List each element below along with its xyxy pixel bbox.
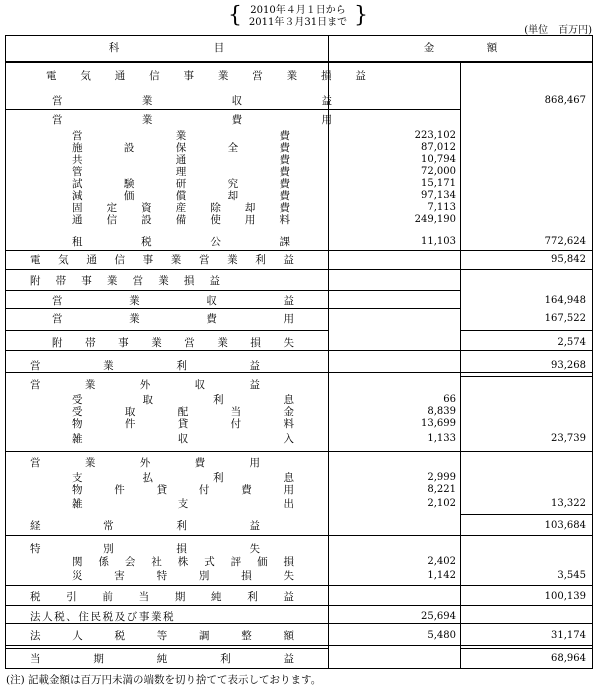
row-label-char: 金 [283, 406, 294, 418]
bracket-right: } [354, 3, 368, 28]
row-label-r3 [52, 114, 332, 126]
amount-total-r31: 3,545 [557, 570, 586, 581]
row-label-char: 益 [321, 95, 332, 107]
row-label-char: 息 [283, 394, 294, 406]
row-label-char: 利 [220, 653, 231, 665]
row-label-char: 業 [103, 360, 114, 372]
row-label-char: 附 [52, 337, 63, 349]
row-label-char: 期 [174, 591, 186, 603]
row-label-char: 取 [142, 394, 153, 406]
row-label-char: 料 [279, 214, 290, 226]
row-separator [5, 623, 593, 624]
row-label-char: 業 [286, 70, 298, 82]
row-label-char: 却 [244, 202, 256, 214]
row-label-char: 件 [124, 418, 136, 430]
row-label-char: 費 [194, 457, 206, 469]
row-label-char: 除 [210, 202, 221, 214]
row-label-char: 利 [176, 520, 187, 532]
row-label-r21 [72, 406, 294, 418]
row-label-r19 [30, 379, 260, 391]
row-label-char: 営 [72, 130, 83, 142]
amount-total-r17: 2,574 [557, 337, 586, 348]
row-separator [5, 350, 460, 351]
row-label-char: 業 [170, 254, 182, 266]
row-label-char: 払 [142, 472, 153, 484]
amount-detail-r30: 2,402 [427, 556, 456, 567]
row-label-char: 前 [102, 591, 113, 603]
row-label-char: 損 [283, 556, 294, 568]
row-label-r17 [52, 337, 294, 349]
row-label-char: 保 [175, 142, 187, 154]
row-separator [5, 290, 460, 291]
row-label-char: 収 [177, 433, 189, 445]
row-label-char: 会 [124, 556, 136, 568]
row-label-r10 [72, 202, 290, 214]
row-separator [460, 514, 593, 515]
row-label-char: 業 [129, 313, 140, 325]
row-label-char: 業 [175, 130, 187, 142]
row-label-char: 営 [52, 295, 63, 307]
row-label-char: 気 [80, 70, 91, 82]
row-label-r11 [72, 214, 290, 226]
amount-detail-r4: 223,102 [414, 130, 456, 141]
row-label-char: 備 [175, 214, 187, 226]
row-separator [5, 451, 593, 452]
row-label-char: 益 [283, 254, 294, 266]
row-label-char: 益 [249, 360, 260, 372]
row-label-r30 [72, 556, 294, 568]
row-label-char: 帯 [55, 275, 67, 287]
row-label-char: 営 [30, 457, 41, 469]
row-label-r35 [30, 653, 294, 665]
row-label-r5 [72, 142, 290, 154]
row-label-char: 営 [52, 313, 63, 325]
row-label-char: 業 [141, 95, 153, 107]
row-label-char: 整 [241, 630, 252, 642]
amount-detail-r23: 1,133 [427, 433, 456, 444]
row-label-char: 収 [231, 95, 243, 107]
row-label-char: 電 [30, 254, 41, 266]
row-label-char: 害 [114, 570, 125, 582]
row-label-char: 定 [106, 202, 118, 214]
row-separator [5, 648, 328, 649]
amount-total-r13: 95,842 [551, 254, 586, 265]
row-label-char: 信 [114, 254, 125, 266]
row-label-char: 益 [355, 70, 366, 82]
row-label-char: 物 [72, 418, 83, 430]
row-label-char: 支 [177, 498, 189, 510]
amount-detail-r12: 11,103 [421, 236, 456, 247]
row-label-char: 事 [81, 275, 92, 287]
amount-total-r16: 167,522 [544, 313, 586, 324]
row-label-char: 損 [250, 337, 261, 349]
amount-detail-r21: 8,839 [427, 406, 456, 417]
amount-detail-r8: 15,171 [421, 178, 456, 189]
period-heading [228, 4, 368, 30]
row-label-char: 用 [283, 484, 294, 496]
row-label-char: 通 [72, 214, 83, 226]
row-label-char: 減 [72, 190, 83, 202]
row-label-char: 貸 [156, 484, 168, 496]
amount-total-r18: 93,268 [551, 360, 586, 371]
row-label-char: 経 [30, 520, 41, 532]
row-label-char: 全 [227, 142, 239, 154]
row-label-char: 業 [227, 254, 238, 266]
row-label-char: 貸 [177, 418, 189, 430]
row-separator [328, 109, 460, 110]
row-label-char: 研 [175, 178, 187, 190]
row-label-char: 支 [72, 472, 83, 484]
row-label-char: 営 [30, 379, 41, 391]
amount-detail-r22: 13,699 [421, 418, 456, 429]
row-label-char: 出 [283, 498, 294, 510]
row-label-char: 失 [283, 570, 294, 582]
row-label-char: 業 [217, 337, 228, 349]
row-label-char: 費 [241, 484, 252, 496]
row-label-char: 利 [213, 394, 224, 406]
row-separator [460, 350, 593, 351]
row-label-char: 別 [198, 570, 210, 582]
row-label-char: 事 [142, 254, 154, 266]
row-label-char: 費 [279, 154, 290, 166]
row-label-char: 収 [206, 295, 217, 307]
row-label-char: 評 [230, 556, 242, 568]
row-label-r18 [30, 360, 260, 372]
row-label-char: 益 [283, 591, 294, 603]
row-label-r23 [72, 433, 294, 445]
row-label-char: 公 [210, 236, 221, 248]
row-label-char: 付 [230, 418, 242, 430]
row-separator [5, 250, 593, 251]
row-label-r2 [52, 95, 332, 107]
row-label-r16 [52, 313, 294, 325]
row-label-char: 損 [176, 543, 187, 555]
row-label-char: 営 [52, 95, 63, 107]
amount-total-r27: 13,322 [551, 498, 586, 509]
row-label-char: 配 [177, 406, 189, 418]
row-label-char: 費 [279, 190, 290, 202]
row-label-char: 気 [58, 254, 69, 266]
row-label-char: 益 [249, 520, 260, 532]
amount-total-r15: 164,948 [544, 295, 586, 306]
row-label-char: 共 [72, 154, 83, 166]
row-label-char: 試 [72, 178, 83, 190]
amount-total-r12: 772,624 [544, 236, 586, 247]
row-label-char: 災 [72, 570, 83, 582]
period-text [244, 5, 352, 29]
amount-total-r23: 23,739 [551, 433, 586, 444]
row-label-char: 当 [138, 591, 150, 603]
row-label-r7 [72, 166, 290, 178]
amount-detail-r5: 87,012 [421, 142, 456, 153]
row-label-r27 [72, 498, 294, 510]
amount-detail-r33: 25,694 [421, 611, 456, 622]
row-label-char: 物 [72, 484, 83, 496]
row-label-char: 益 [249, 379, 260, 391]
row-label-char: 損 [183, 275, 195, 287]
row-label-r28 [30, 520, 260, 532]
row-label-char: 用 [244, 214, 256, 226]
period-from: 2010年４月１日から [250, 5, 346, 16]
header-amount: 金 額 [423, 42, 498, 54]
row-label-char: 電 [46, 70, 57, 82]
row-label-r34 [30, 630, 294, 642]
row-label-char: 損 [241, 570, 252, 582]
row-label-r4 [72, 130, 290, 142]
row-label-char: 租 [72, 236, 83, 248]
row-label-char: 事 [118, 337, 129, 349]
row-label-char: 収 [194, 379, 206, 391]
row-label-char: 営 [30, 360, 41, 372]
row-separator [5, 605, 593, 606]
row-label-char: 営 [52, 114, 63, 126]
amount-detail-r27: 2,102 [427, 498, 456, 509]
row-label-char: 付 [198, 484, 210, 496]
amount-total-r28: 103,684 [544, 520, 586, 531]
row-label-char: 使 [210, 214, 221, 226]
row-label-r32 [30, 591, 294, 603]
row-label-r14 [30, 275, 220, 287]
row-label-r33: 法人税、住民税及び事業税 [30, 611, 176, 623]
row-label-char: 課 [279, 236, 290, 248]
row-label-r1 [46, 70, 366, 82]
row-separator [460, 330, 593, 331]
row-separator [5, 645, 593, 646]
row-label-char: 管 [72, 166, 83, 178]
row-label-char: 業 [217, 70, 229, 82]
row-label-char: 費 [279, 202, 290, 214]
row-label-r29 [30, 543, 260, 555]
row-label-r15 [52, 295, 294, 307]
row-label-char: 純 [156, 653, 168, 665]
row-label-r24 [30, 457, 260, 469]
row-label-char: 費 [279, 178, 290, 190]
row-label-r26 [72, 484, 294, 496]
row-label-char: 附 [30, 275, 41, 287]
row-label-char: 信 [149, 70, 160, 82]
row-separator [5, 330, 328, 331]
row-label-char: 別 [103, 543, 114, 555]
row-label-char: 業 [141, 114, 153, 126]
period-to: 2011年３月31日まで [248, 17, 348, 28]
row-label-char: 償 [175, 190, 187, 202]
row-label-char: 利 [247, 591, 258, 603]
amount-detail-r31: 1,142 [427, 570, 456, 581]
row-label-char: 事 [183, 70, 194, 82]
row-label-char: 業 [106, 275, 118, 287]
amount-detail-r7: 72,000 [421, 166, 456, 177]
row-label-r22 [72, 418, 294, 430]
row-label-r20 [72, 394, 294, 406]
row-label-char: 雑 [72, 433, 83, 445]
amount-total-r34: 31,174 [551, 630, 586, 641]
row-label-char: 件 [114, 484, 125, 496]
row-label-char: 式 [204, 556, 215, 568]
row-separator [460, 376, 593, 377]
row-label-char: 産 [175, 202, 187, 214]
row-label-char: 用 [283, 313, 294, 325]
row-label-char: 験 [123, 178, 135, 190]
row-label-r9 [72, 190, 290, 202]
row-label-char: 業 [129, 295, 140, 307]
amount-detail-r25: 2,999 [427, 472, 456, 483]
row-label-char: 純 [211, 591, 222, 603]
footnote: (注) 記載金額は百万円未満の端数を切り捨てて表示しております。 [6, 674, 322, 686]
row-label-char: 費 [279, 142, 290, 154]
amount-total-r2: 868,467 [544, 95, 586, 106]
row-separator [5, 109, 328, 110]
row-label-char: 税 [114, 630, 125, 642]
row-label-char: 雑 [72, 498, 83, 510]
row-label-char: 設 [123, 142, 135, 154]
row-label-char: 入 [283, 433, 294, 445]
row-label-char: 価 [123, 190, 135, 202]
row-label-char: 益 [283, 653, 294, 665]
row-label-char: 固 [72, 202, 83, 214]
row-label-char: 通 [86, 254, 97, 266]
amount-detail-r34: 5,480 [427, 630, 456, 641]
row-separator [5, 372, 593, 373]
row-label-r31 [72, 570, 294, 582]
row-label-char: 損 [321, 70, 332, 82]
row-label-char: 当 [230, 406, 242, 418]
row-label-char: 費 [206, 313, 217, 325]
row-label-char: 受 [72, 394, 83, 406]
row-label-char: 通 [114, 70, 126, 82]
row-label-char: 受 [72, 406, 83, 418]
bracket-left: { [228, 3, 242, 28]
row-label-char: 業 [84, 457, 96, 469]
row-separator [5, 269, 593, 270]
row-separator [460, 648, 593, 649]
row-label-char: 調 [199, 630, 210, 642]
row-label-char: 法 [30, 630, 41, 642]
amount-total-r35: 68,964 [551, 653, 586, 664]
column-divider-amount [460, 63, 461, 669]
column-divider-main [328, 35, 329, 669]
amount-detail-r9: 97,134 [421, 190, 456, 201]
row-label-char: 通 [175, 154, 187, 166]
row-label-char: 益 [283, 295, 294, 307]
row-label-char: 信 [106, 214, 118, 226]
row-label-char: 失 [249, 543, 260, 555]
row-label-char: 利 [255, 254, 266, 266]
row-label-char: 株 [177, 556, 189, 568]
row-label-char: 特 [30, 543, 41, 555]
row-label-char: 関 [72, 556, 83, 568]
row-label-r13 [30, 254, 294, 266]
row-label-char: 営 [184, 337, 195, 349]
row-label-char: 引 [66, 591, 77, 603]
row-label-char: 息 [283, 472, 294, 484]
amount-detail-r20: 66 [443, 394, 456, 405]
row-label-char: 係 [98, 556, 109, 568]
row-label-char: 営 [198, 254, 210, 266]
row-label-char: 用 [321, 114, 332, 126]
row-label-char: 期 [93, 653, 104, 665]
row-label-char: 額 [283, 630, 294, 642]
row-label-char: 業 [84, 379, 96, 391]
row-label-char: 税 [141, 236, 152, 248]
row-label-char: 営 [132, 275, 144, 287]
row-label-r12 [72, 236, 290, 248]
row-label-char: 業 [151, 337, 162, 349]
row-label-char: 費 [231, 114, 243, 126]
row-label-char: 特 [156, 570, 168, 582]
row-label-char: 理 [175, 166, 187, 178]
row-label-r8 [72, 178, 290, 190]
row-label-char: 税 [30, 591, 41, 603]
row-label-char: 人 [72, 630, 83, 642]
amount-detail-r10: 7,113 [427, 202, 456, 213]
row-separator [5, 585, 593, 586]
row-label-char: 外 [139, 379, 151, 391]
amount-detail-r6: 10,794 [421, 154, 456, 165]
row-label-char: 設 [141, 214, 152, 226]
row-label-char: 費 [279, 166, 290, 178]
row-label-char: 外 [139, 457, 151, 469]
row-label-char: 取 [124, 406, 136, 418]
row-label-char: 費 [279, 130, 290, 142]
row-label-char: 用 [249, 457, 260, 469]
row-separator [5, 308, 460, 309]
row-label-char: 却 [227, 190, 239, 202]
row-label-char: 社 [151, 556, 162, 568]
row-label-char: 料 [283, 418, 294, 430]
row-label-char: 利 [176, 360, 187, 372]
row-label-r6 [72, 154, 290, 166]
unit-label: (単位 百万円) [524, 25, 592, 36]
row-label-char: 益 [209, 275, 220, 287]
row-separator [5, 535, 593, 536]
row-label-char: 等 [156, 630, 168, 642]
amount-detail-r26: 8,221 [427, 484, 456, 495]
row-label-char: 施 [72, 142, 83, 154]
row-label-char: 利 [213, 472, 224, 484]
row-label-char: 常 [103, 520, 114, 532]
row-label-char: 帯 [85, 337, 96, 349]
row-label-char: 失 [283, 337, 294, 349]
row-label-char: 業 [158, 275, 169, 287]
header-subject: 科 目 [108, 42, 225, 54]
amount-detail-r11: 249,190 [414, 214, 456, 225]
row-label-char: 価 [257, 556, 268, 568]
row-label-char: 究 [227, 178, 239, 190]
row-label-char: 当 [30, 653, 41, 665]
amount-total-r32: 100,139 [544, 591, 586, 602]
row-label-char: 資 [141, 202, 152, 214]
row-label-r25 [72, 472, 294, 484]
row-label-char: 営 [252, 70, 263, 82]
